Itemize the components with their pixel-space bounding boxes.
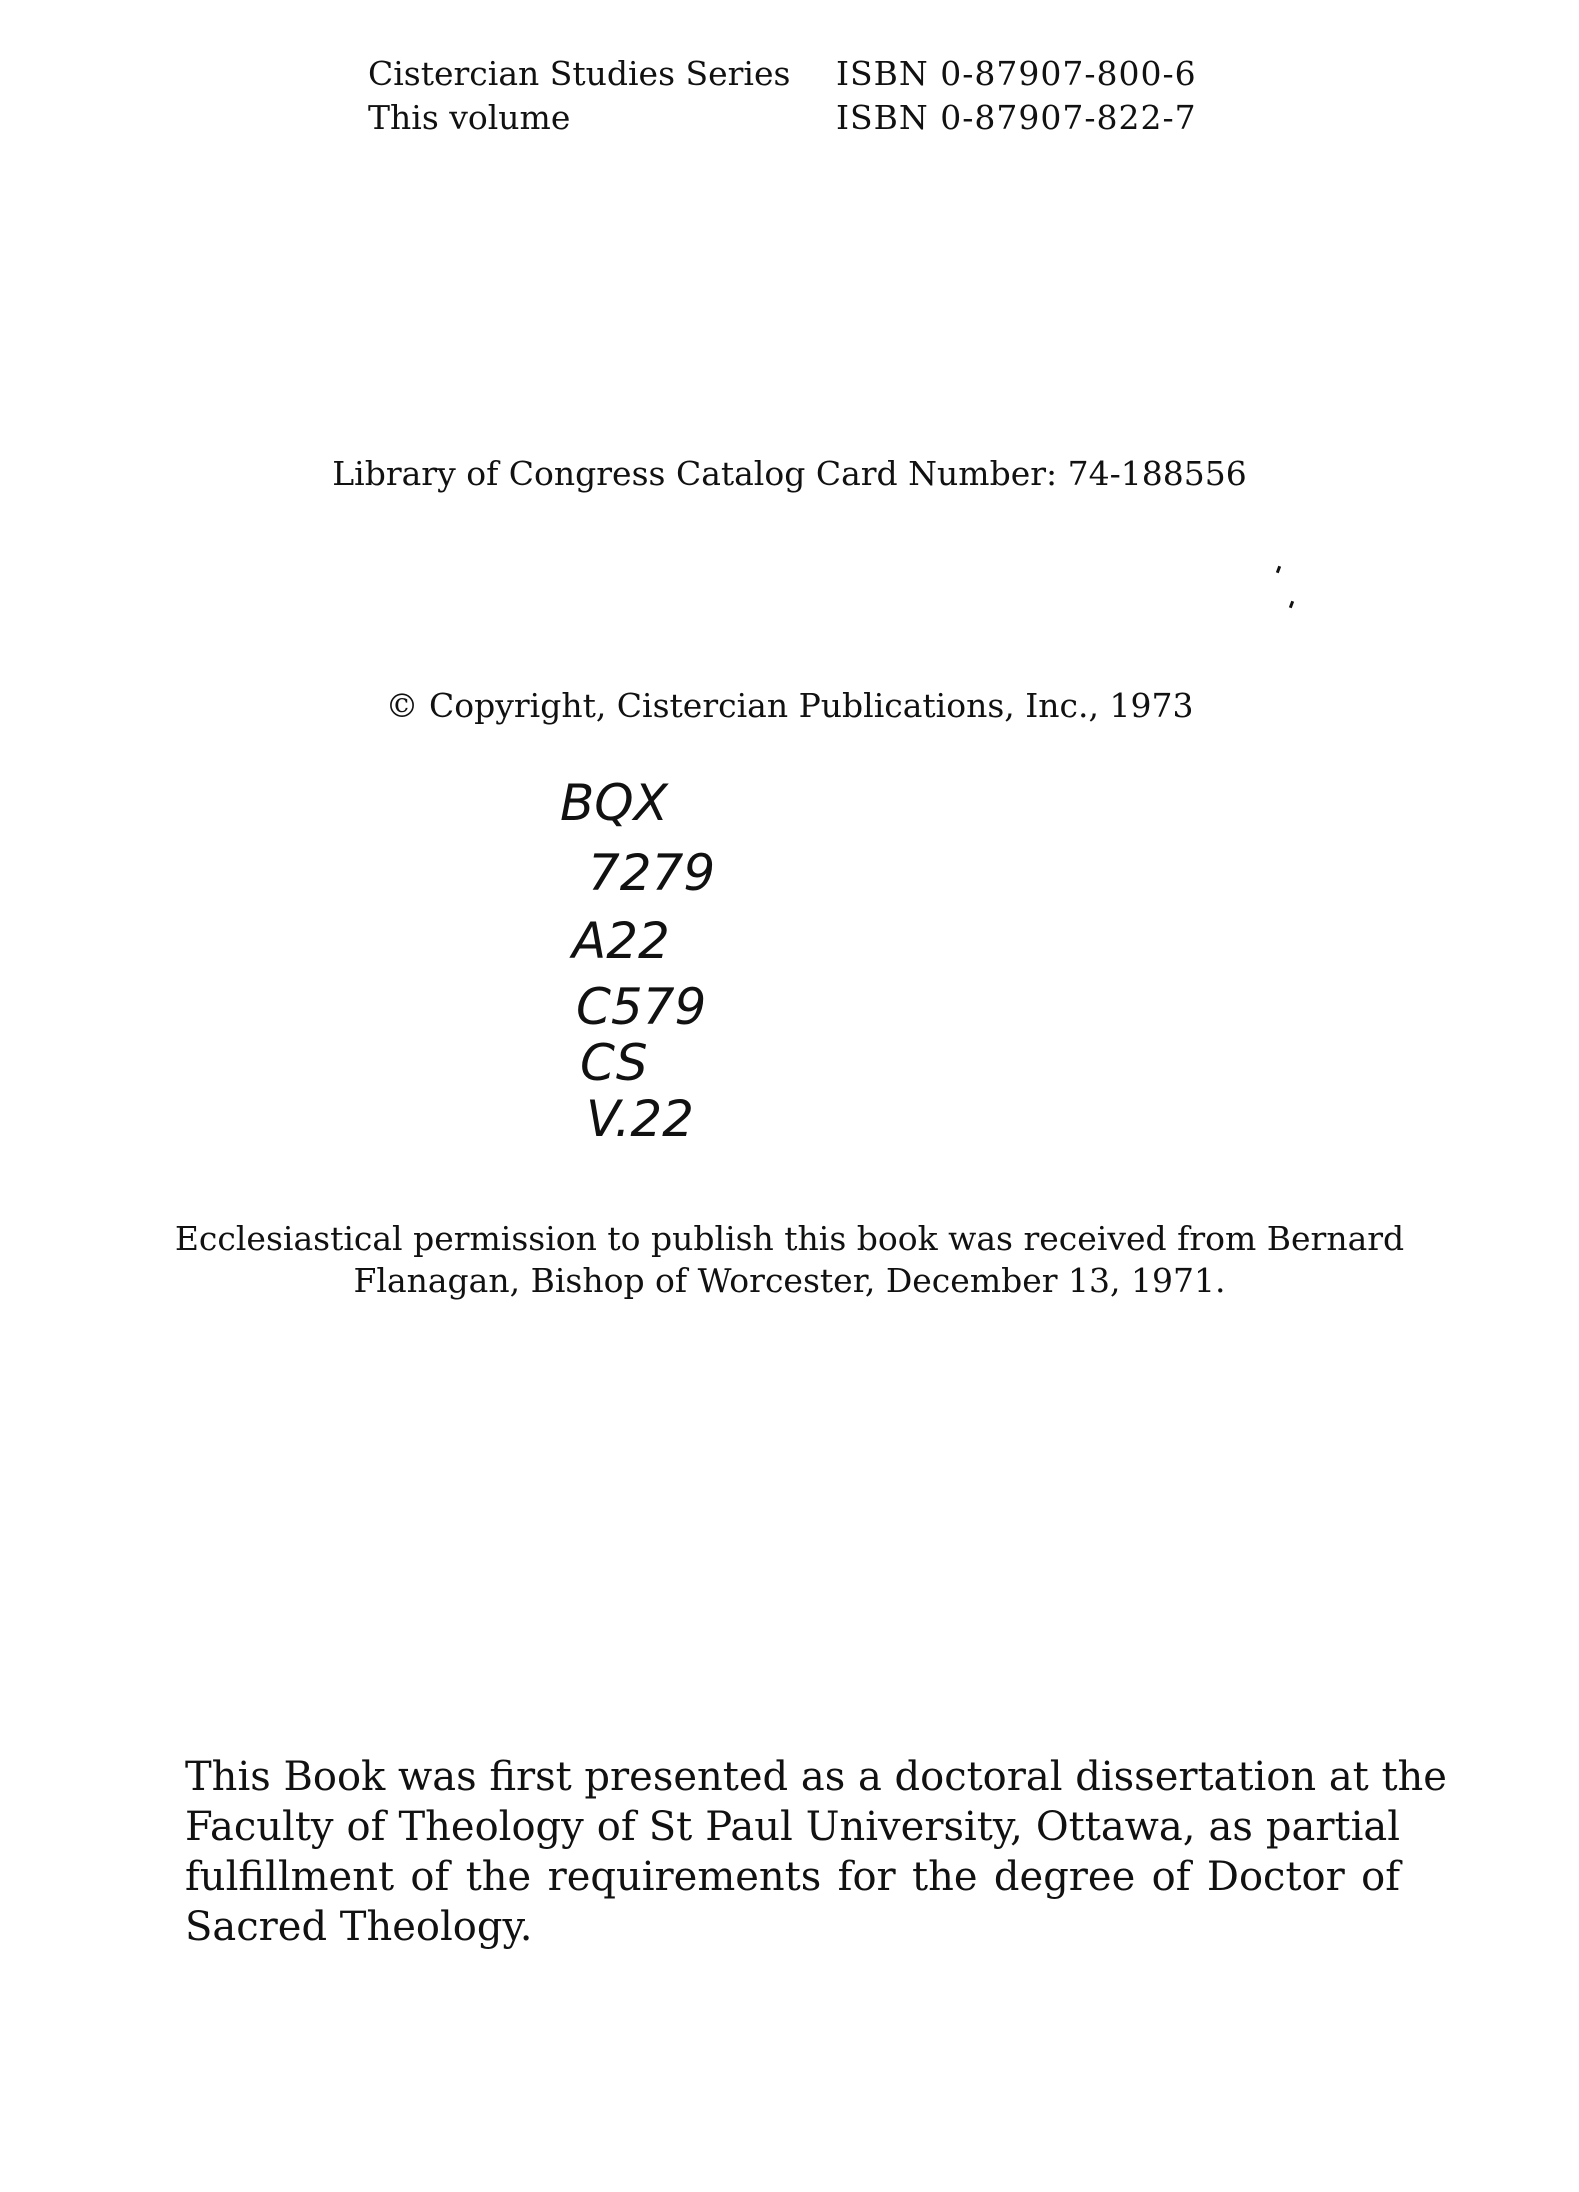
ecclesiastical-permission (0, 1218, 1579, 1302)
call-number-line: A22 (572, 912, 670, 970)
call-number-line: V.22 (586, 1090, 694, 1148)
isbn-value: ISBN 0-87907-800-6 (836, 54, 1197, 93)
call-number-line: 7279 (588, 844, 716, 902)
isbn-label: Cistercian Studies Series (368, 54, 791, 93)
dissertation-line: This Book was first presented as a doctoral dissertation at the (185, 1754, 1447, 1800)
isbn-label: This volume (368, 98, 571, 137)
copyright-notice: © Copyright, Cistercian Publications, Inc., 1973 (385, 686, 1194, 725)
stray-mark (1276, 566, 1281, 574)
call-number-line: C579 (576, 978, 707, 1036)
call-number-line: CS (580, 1034, 648, 1092)
dissertation-note (185, 1752, 1447, 1952)
dissertation-line: Sacred Theology. (185, 1904, 533, 1950)
call-number-line: BQX (560, 774, 668, 832)
dissertation-line: Faculty of Theology of St Paul University, Ottawa, as partial (185, 1804, 1400, 1850)
stray-mark (1289, 601, 1294, 609)
isbn-row-series (368, 52, 1197, 96)
call-number-svg (550, 768, 770, 1148)
handwritten-call-number (550, 768, 770, 1148)
dissertation-line: fulfillment of the requirements for the degree of Doctor of (185, 1854, 1400, 1900)
permission-line: Ecclesiastical permission to publish this book was received from Bernard (174, 1219, 1405, 1258)
permission-line: Flanagan, Bishop of Worcester, December 13, 1971. (353, 1261, 1226, 1300)
isbn-block (368, 52, 1197, 140)
catalog-card-number: Library of Congress Catalog Card Number: 74-188556 (332, 454, 1247, 493)
isbn-value: ISBN 0-87907-822-7 (836, 98, 1197, 137)
isbn-row-volume (368, 96, 1197, 140)
